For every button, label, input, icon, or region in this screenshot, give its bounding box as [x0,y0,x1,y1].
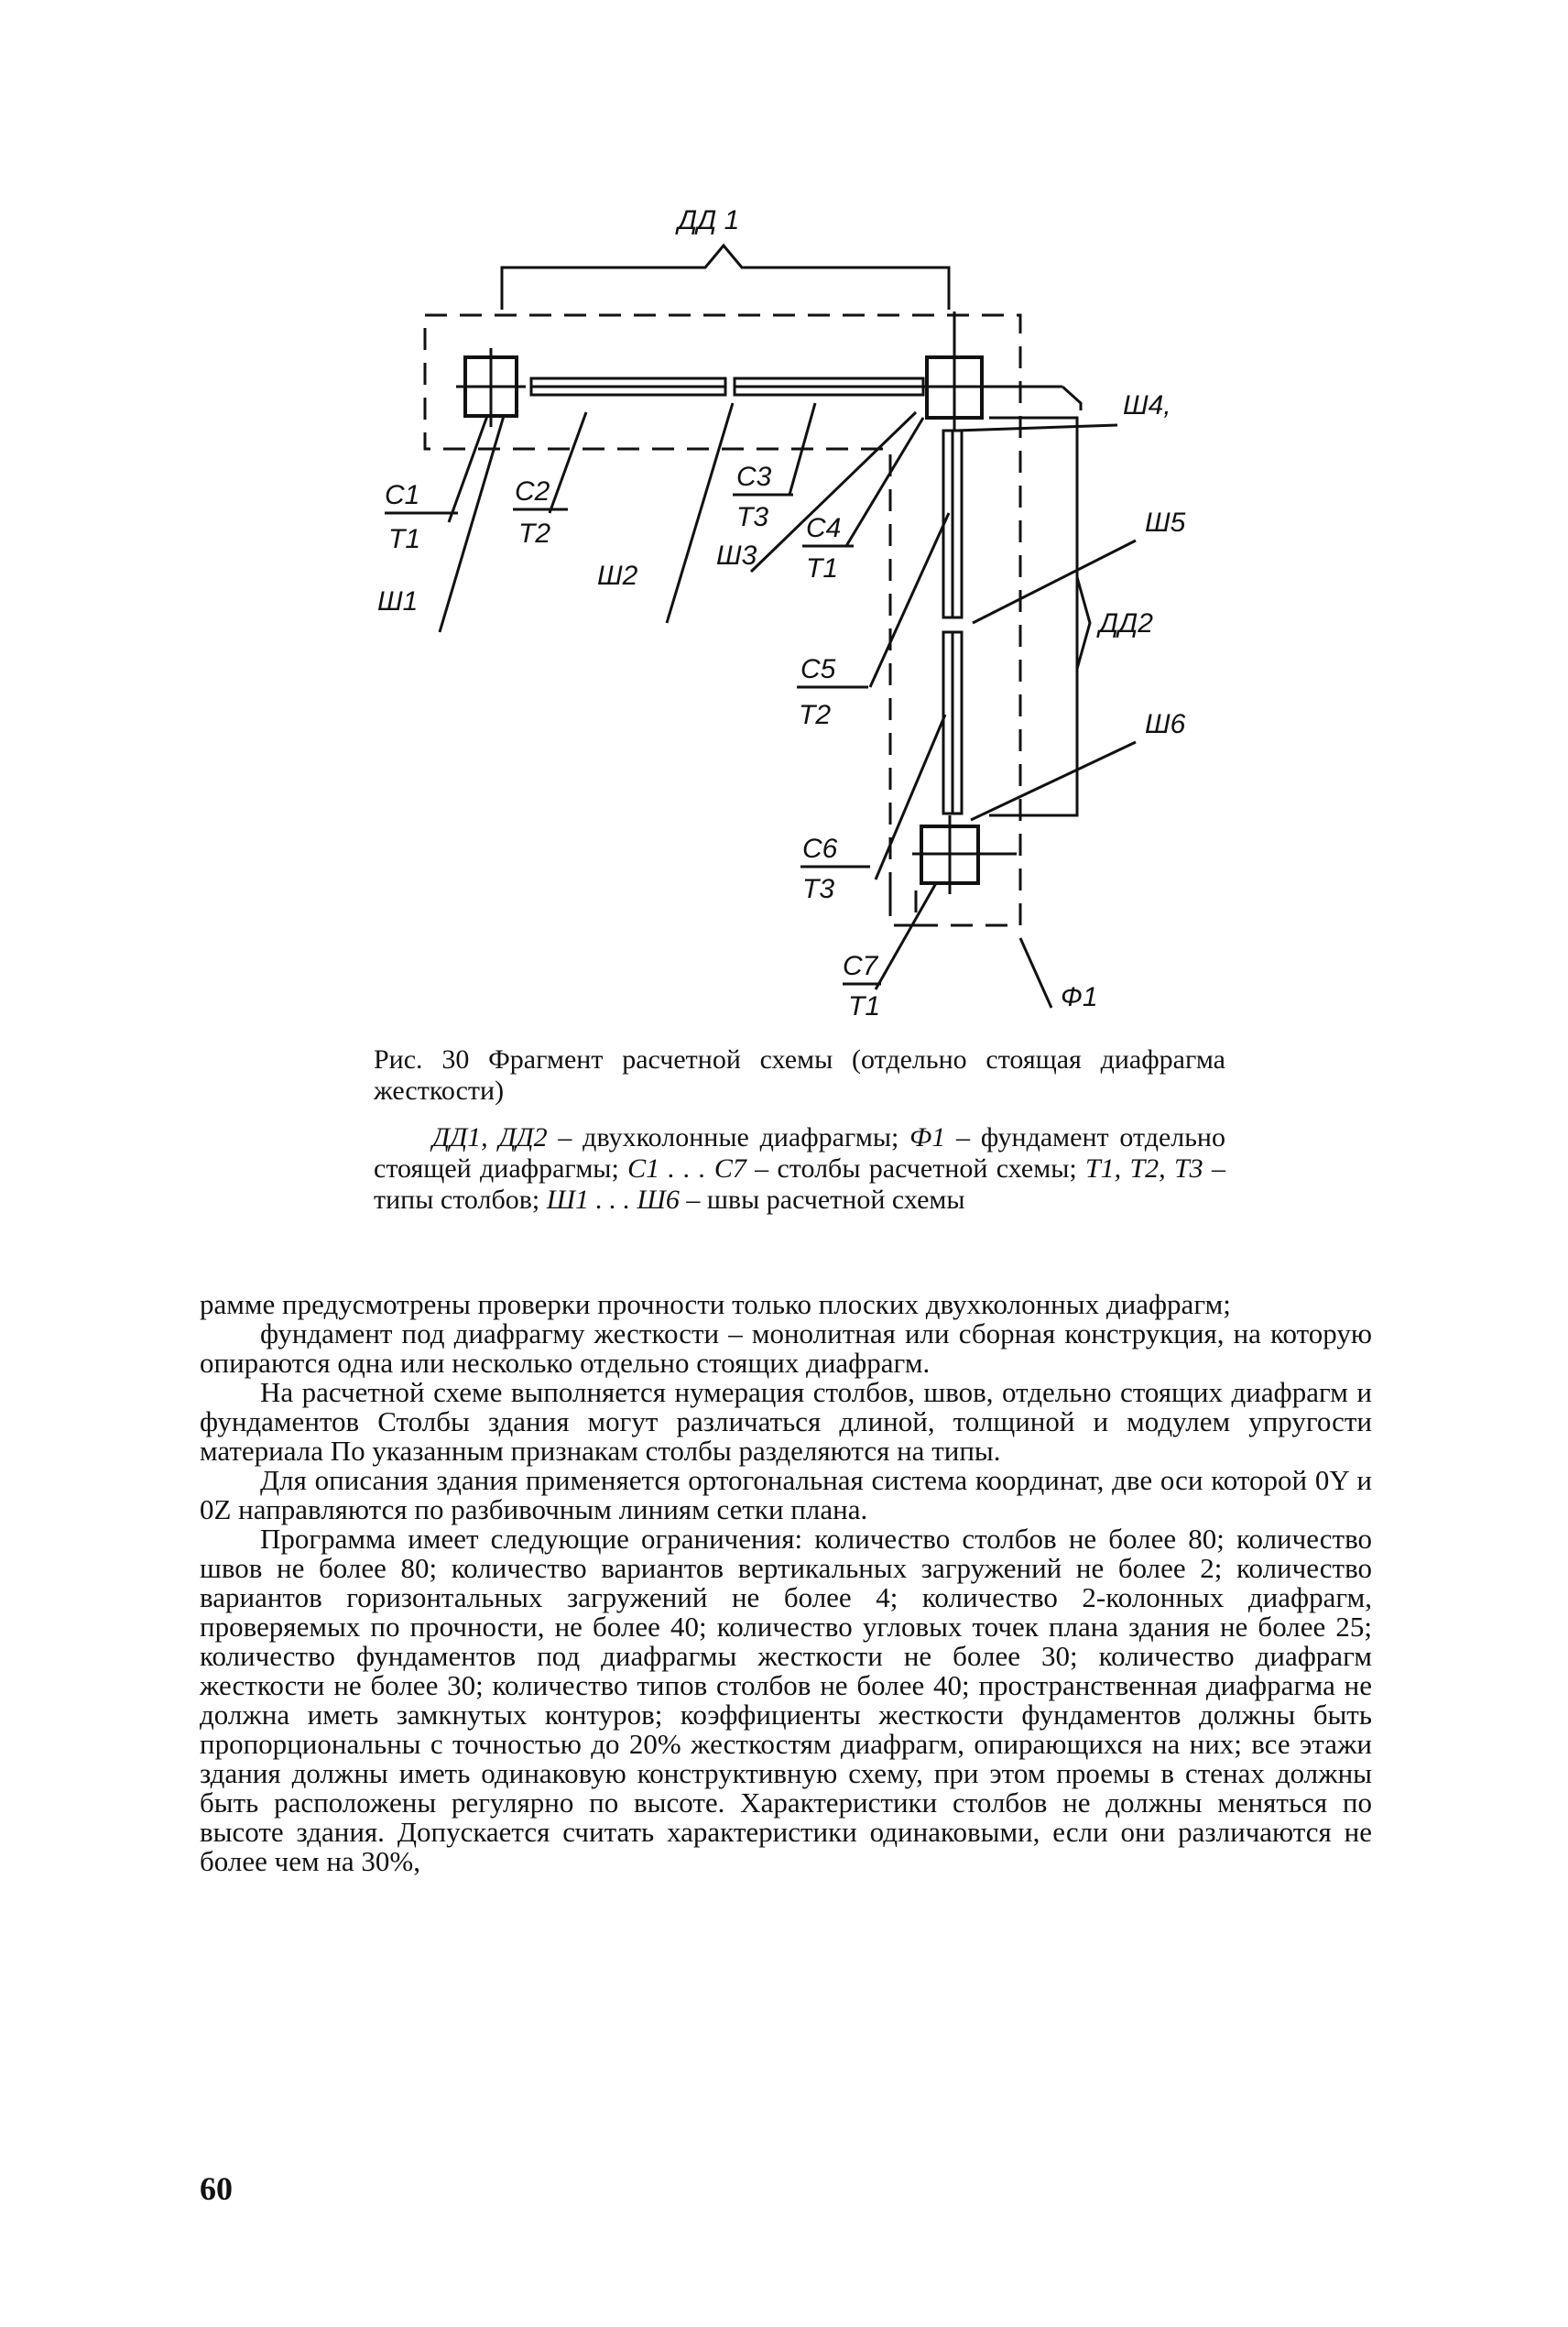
legend-dd-text: – двухколонные диафрагмы; [547,1122,910,1153]
leader-sh4 [956,425,1117,431]
label-dd2: ДД2 [1099,608,1153,639]
legend-t: Т1, Т2, Т3 [1085,1153,1203,1184]
leader-c4 [846,418,923,546]
dd2-brace [989,418,1077,815]
label-sh3: Ш3 [716,541,757,571]
legend-dd: ДД1, ДД2 [432,1122,548,1153]
label-c2: С2 [515,476,550,507]
label-sh2: Ш2 [597,561,638,591]
paragraph-3: На расчетной схеме выполняется нумерация столбов, швов, отдельно стоящих диафрагм и фундаментов Столбы здания могут различаться длиной, толщиной и модулем упругости материала По указанным признакам столбы разделяются на типы. [200,1376,1372,1467]
label-t1c: Т1 [848,991,881,1021]
label-f1: Ф1 [1061,982,1098,1012]
figure-caption-title: Рис. 30 Фрагмент расчетной схемы (отдельно стоящая диафрагма жесткости) [374,1044,1225,1106]
label-c5: С5 [800,654,836,684]
label-t2a: Т2 [518,519,551,549]
leader-c2 [550,412,586,513]
legend-f: Ф1 [909,1122,946,1153]
diagram-lines [385,246,1136,1008]
legend-sh-text: – швы расчетной схемы [679,1185,965,1215]
foundation-outline-f1 [425,315,1020,925]
diagram-labels [377,205,1186,1021]
figure-caption-legend [374,1122,1225,1216]
legend-f-text: – фундамент отдельно стоящей диафрагмы; [374,1122,1225,1184]
paragraph-4: Для описания здания применяется ортогональная система координат, две оси которой 0Y и 0Z направляются по разбивочным линиям сетки плана. [200,1464,1372,1525]
figure-30-diagram [0,0,1568,1035]
legend-c-text: – столбы расчетной схемы; [746,1153,1085,1184]
legend-sh: Ш1 . . . Ш6 [546,1185,680,1215]
legend-t-text: – типы столбов; [374,1153,1225,1215]
leader-sh6 [971,742,1136,820]
label-t3a: Т3 [736,502,769,532]
dd1-brace [502,246,949,310]
label-t3b: Т3 [802,874,835,904]
paragraph-1: рамме предусмотрены проверки прочности только плоских двухколонных диафрагм; [200,1288,1231,1320]
label-t2b: Т2 [799,700,832,730]
label-c3: С3 [736,462,772,492]
leader-f1 [1020,938,1051,1008]
label-dd1: ДД 1 [678,205,740,235]
leader-c7 [876,883,936,989]
label-c7: С7 [843,951,878,981]
label-c6: С6 [802,834,838,864]
label-sh4: Ш4, [1123,390,1171,421]
dd2-brace-tip [1077,577,1090,669]
legend-c: С1 . . . С7 [627,1153,746,1184]
leader-c5 [870,513,949,687]
label-c1: С1 [385,480,420,510]
leader-sh2 [667,403,733,623]
label-t1a: Т1 [388,524,421,554]
leader-c1 [449,416,487,522]
column-c4-axis-tail [1062,387,1081,410]
body-text [200,1290,1372,1876]
label-t1b: Т1 [806,553,839,584]
page-number: 60 [200,2170,233,2207]
label-c4: С4 [806,513,842,543]
label-sh5: Ш5 [1145,508,1186,538]
paragraph-2: фундамент под диафрагму жесткости – монолитная или сборная конструкция, на которую опираются одна или несколько отдельно стоящих диафрагм. [200,1317,1372,1379]
label-sh1: Ш1 [377,586,419,617]
paragraph-5: Программа имеет следующие ограничения: количество столбов не более 80; количество швов не более 80; количество вариантов вертикальных загружений не более 2; количество вариантов горизонтальных загружений не более 4; количество 2-колонных диафрагм, проверяемых по прочности, не более 40; количество угловых точек плана здания не более 25; количество фундаментов под диафрагмы жесткости не более 30; количество диафрагм жесткости не более 30; количество типов столбов не более 40; пространственная диафрагма не должна иметь замкнутых контуров; коэффициенты жесткости фундаментов должны быть пропорциональны с точностью до 20% жесткостям диафрагм, опирающихся на них; все этажи здания должны иметь одинаковую конструктивную схему, при этом проемы в стенах должны быть расположены регулярно по высоте. Характеристики столбов не должны меняться по высоте здания. Допускается считать характеристики одинаковыми, если они различаются не более чем на 30%, [200,1523,1372,1877]
label-sh6: Ш6 [1145,709,1186,739]
